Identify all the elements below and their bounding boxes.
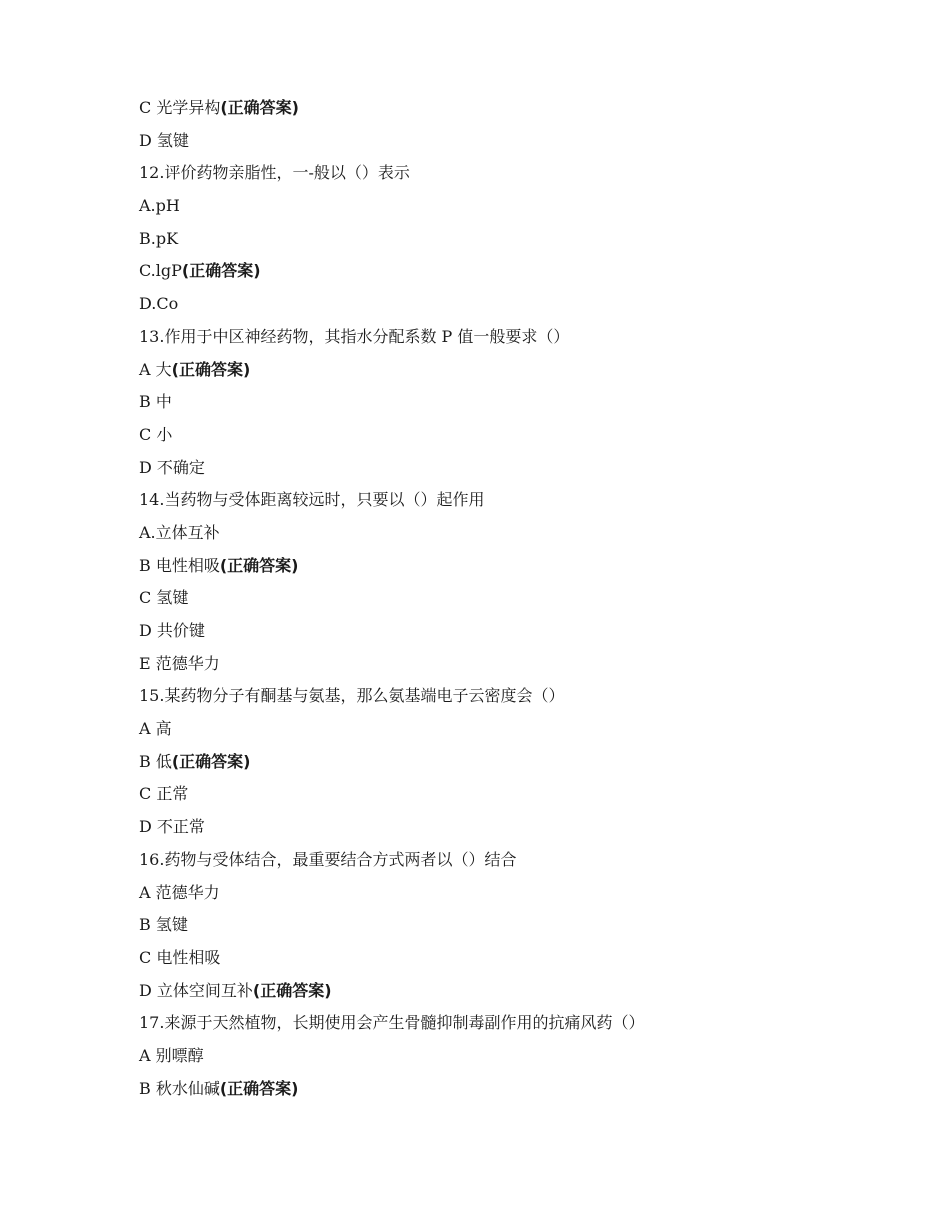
question-line xyxy=(139,1007,899,1040)
text-line xyxy=(139,419,899,452)
correct-answer-mark: (正确答案) xyxy=(220,98,299,117)
line-text: 13.作用于中区神经药物，其指水分配系数 P 值一般要求（） xyxy=(139,326,570,346)
line-text: 12.评价药物亲脂性，一-般以（）表示 xyxy=(139,163,410,183)
correct-answer-mark: (正确答案) xyxy=(252,980,332,1000)
line-text: B.pK xyxy=(139,228,179,248)
line-text: D 不确定 xyxy=(139,457,205,477)
text-line xyxy=(139,452,899,485)
text-line xyxy=(139,877,899,910)
line-text: B 秋水仙碱 xyxy=(139,1078,220,1098)
line-text: A.立体互补 xyxy=(139,522,220,542)
line-text: D 氢键 xyxy=(139,130,189,150)
line-text: E 范德华力 xyxy=(139,653,220,673)
question-line xyxy=(139,321,899,354)
line-text: D 立体空间互补 xyxy=(139,980,253,1000)
text-line xyxy=(139,517,899,550)
text-line xyxy=(139,92,899,125)
line-text: D 共价键 xyxy=(139,621,205,640)
line-text: C 正常 xyxy=(139,784,189,804)
text-line xyxy=(139,288,899,321)
text-line xyxy=(139,1040,899,1073)
line-text: B 氢键 xyxy=(139,915,188,935)
correct-answer-mark: (正确答案) xyxy=(219,1078,299,1098)
line-text: C.lgP xyxy=(139,261,182,281)
question-line xyxy=(139,844,899,877)
text-line xyxy=(139,648,899,681)
line-text: A.pH xyxy=(139,196,180,216)
question-line xyxy=(139,157,899,190)
text-line xyxy=(139,942,899,975)
line-text: 17.来源于天然植物，长期使用会产生骨髓抑制毒副作用的抗痛风药（） xyxy=(139,1013,645,1033)
line-text: 14.当药物与受体距离较远时，只要以（）起作用 xyxy=(139,490,485,510)
line-text: 15.某药物分子有酮基与氨基，那么氨基端电子云密度会（） xyxy=(139,686,565,706)
text-line xyxy=(139,582,899,615)
line-text: 16.药物与受体结合，最重要结合方式两者以（）结合 xyxy=(139,849,517,869)
text-line xyxy=(139,125,899,158)
line-text: C 光学异构 xyxy=(139,98,221,117)
line-text: A 高 xyxy=(139,719,172,739)
line-text: B 中 xyxy=(139,392,172,412)
text-line xyxy=(139,615,899,648)
text-line xyxy=(139,550,899,583)
text-line xyxy=(139,354,899,387)
correct-answer-mark: (正确答案) xyxy=(181,261,261,281)
text-line xyxy=(139,746,899,779)
text-line xyxy=(139,713,899,746)
line-text: B 低 xyxy=(139,751,172,771)
line-text: C 电性相吸 xyxy=(139,947,221,967)
line-text: A 别嘌醇 xyxy=(139,1045,204,1065)
line-text: A 范德华力 xyxy=(139,882,220,902)
line-text: C 氢键 xyxy=(139,588,189,608)
question-line xyxy=(139,680,899,713)
line-text: A 大 xyxy=(139,359,172,379)
document-page xyxy=(139,92,899,1105)
question-line xyxy=(139,484,899,517)
line-text: B 电性相吸 xyxy=(139,555,220,575)
text-line xyxy=(139,811,899,844)
text-line xyxy=(139,909,899,942)
text-line xyxy=(139,386,899,419)
correct-answer-mark: (正确答案) xyxy=(171,751,251,771)
line-text: D 不正常 xyxy=(139,817,205,837)
text-line xyxy=(139,975,899,1008)
line-text: D.Co xyxy=(139,294,179,314)
correct-answer-mark: (正确答案) xyxy=(171,359,251,379)
text-line xyxy=(139,223,899,256)
correct-answer-mark: (正确答案) xyxy=(219,555,299,575)
text-line xyxy=(139,190,899,223)
text-line xyxy=(139,778,899,811)
text-line xyxy=(139,255,899,288)
line-text: C 小 xyxy=(139,424,173,444)
text-line xyxy=(139,1073,899,1106)
